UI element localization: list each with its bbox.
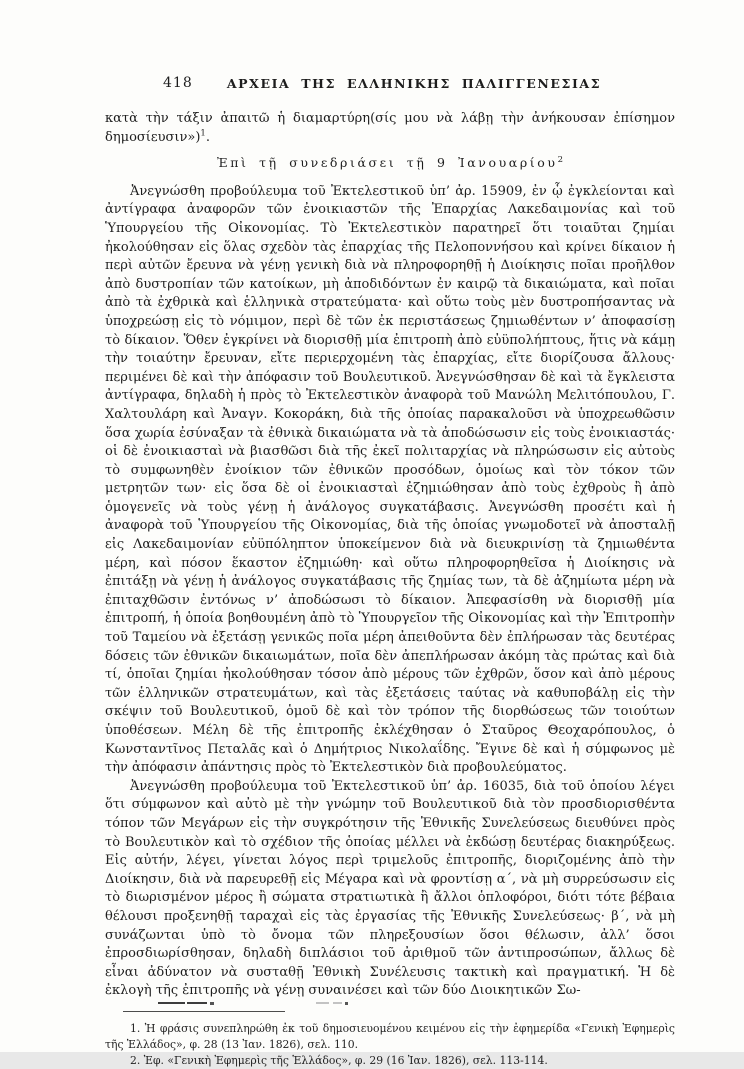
scan-artifact <box>210 1002 214 1005</box>
footnote-ref-1: 1 <box>200 128 206 139</box>
session-heading-text: Ἐπὶ τῇ συνεδριάσει τῇ 9 Ἰανουαρίου <box>216 155 558 171</box>
session-heading <box>105 154 675 173</box>
scan-artifact <box>187 1002 207 1004</box>
footnote-1 <box>105 1021 675 1053</box>
footnote-1-text: Ἡ φράσις συνεπληρώθη ἐκ τοῦ δημοσιευομένου κειμένου εἰς τὴν ἐφημερίδα «Γενικὴ Ἐφημερὶς τῆς Ἑλλάδος», φ. 28 (13 Ἰαν. 1826), σελ. 110. <box>105 1021 675 1051</box>
body-paragraph-2: Ἀνεγνώσθη προβούλευμα τοῦ Ἐκτελεστικοῦ ὑπ’ ἀρ. 16035, διὰ τοῦ ὁποίου λέγει ὅτι σύμφωνον καὶ αὐτὸ μὲ τὴν γνώμην τοῦ Βουλευτικοῦ διὰ τὸν προσδιορισθέντα τόπον τῶν Μεγάρων εἰς τὴν συγκρότησιν τῆς Ἐθνικῆς Συνελεύσεως διευθύνει πρὸς τὸ Βουλευτικὸν καὶ τὸ σχέδιον τῆς ὁποίας μέλλει νὰ ἐκδώσῃ δευτέρας διακηρύξεως. Εἰς αὐτήν, λέγει, γίνεται λόγος περὶ τριμελοῦς ἐπιτροπῆς, διοριζομένης ἀπὸ τὴν Διοίκησιν, διὰ νὰ παρευρεθῇ εἰς Μέγαρα καὶ νὰ φροντίσῃ α΄, νὰ μὴ συρρεύσωσιν εἰς τὸ διωρισμένον μέρος ἢ σώματα στρατιωτικὰ ἢ ἄλλοι ὁπλοφόροι, διότι τότε βέβαια θέλουσι προξενηθῇ ταραχαὶ εἰς τὰς ἐργασίας τῆς Ἐθνικῆς Συνελεύσεως· β΄, νὰ μὴ συνάζωνται ὑπὸ τὸ ὄνομα τῶν πληρεξουσίων ὅσοι θέλωσιν, ἀλλ’ ὅσοι ἐπροσδιωρίσθησαν, δηλαδὴ διπλάσιοι τοῦ ἀριθμοῦ τῶν ἀντιπροσώπων, ἄλλως δὲ εἶναι ἀδύνατον νὰ συσταθῇ Ἐθνικὴ Συνέλευσις τακτικὴ καὶ πραγματική. Ἡ δὲ ἐκλογὴ τῆς ἐπιτροπῆς νὰ γένῃ συναινέσει καὶ τῶν δύο Διοικητικῶν Σω- <box>105 778 675 999</box>
body-paragraph-1: Ἀνεγνώσθη προβούλευμα τοῦ Ἐκτελεστικοῦ ὑπ’ ἀρ. 15909, ἐν ᾧ ἐγκλείονται καὶ ἀντίγραφα ἀναφορῶν τῶν ἐνοικιαστῶν τῆς Ἐπαρχίας Λακεδαιμονίας καὶ τοῦ Ὑπουργείου τῆς Οἰκονομίας. Τὸ Ἐκτελεστικὸν παρατηρεῖ ὅτι τοιαῦται ζημίαι ἠκολούθησαν εἰς ὅλας σχεδὸν τὰς ἐπαρχίας τῆς Πελοποννήσου καὶ κρίνει δίκαιον ἡ περὶ αὐτῶν ἔρευνα νὰ γένῃ γενικὴ διὰ νὰ πληροφορηθῇ ἡ Διοίκησις ποῖαι προῆλθον ἀπὸ δυστροπίαν τῶν κατοίκων, μὴ ἀποδιδόντων ἐν καιρῷ τὰ δικαιώματα, καὶ ποῖαι ἀπὸ τὰ ἐχθρικὰ καὶ ἑλληνικὰ στρατεύματα· καὶ οὕτω τοὺς μὲν δυστροπήσαντας νὰ ὑποχρεώσῃ εἰς τὸ νόμιμον, περὶ δὲ τῶν ἐκ περιστάσεως ζημιωθέντων ν’ ἀποφασίσῃ τὸ δίκαιον. Ὅθεν ἐγκρίνει νὰ διορισθῇ μία ἐπιτροπὴ ἀπὸ εὐϋπολήπτους, ἥτις νὰ κάμῃ τὴν τοιαύτην ἔρευναν, εἴτε περιερχομένη τὰς ἐπαρχίας, εἴτε διορίζουσα ἄλλους· περιμένει δὲ καὶ τὴν ἀπόφασιν τοῦ Βουλευτικοῦ. Ἀνεγνώσθησαν δὲ καὶ τὰ ἔγκλειστα ἀντίγραφα, δηλαδὴ ἡ πρὸς τὸ Ἐκτελεστικὸν ἀναφορὰ τοῦ Μανώλη Μελιτόπουλου, Γ. Χαλτουλάρη καὶ Ἀναγν. Κοκοράκη, διὰ τῆς ὁποίας παρακαλοῦσι νὰ ὑποχρεωθῶσιν ὅσα χωρία ἐσύναξαν τὰ ἐθνικὰ δικαιώματα νὰ τὰ ἀποδώσωσιν εἰς τοὺς ἐνοικιαστάς· οἱ δὲ ἐνοικιασταὶ νὰ βιασθῶσι διὰ τῆς ἐκεῖ πολιταρχίας νὰ πληρώσωσιν εἰς αὐτοὺς τὸ συμφωνηθὲν ἐνοίκιον τῶν ἐθνικῶν προσόδων, ὁμοίως καὶ τὸν τόκον τῶν μετρητῶν των· εἰς ὅσα δὲ οἱ ἐνοικιασταὶ ἐζημιώθησαν ἀπὸ τοὺς ἐχθροὺς ἢ ἀπὸ ὁμογενεῖς νὰ τοὺς γένῃ ἡ ἀνάλογος συγκατάβασις. Ἀνεγνώσθη προσέτι καὶ ἡ ἀναφορὰ τοῦ Ὑπουργείου τῆς Οἰκονομίας, διὰ τῆς ὁποίας γνωμοδοτεῖ νὰ ἀποσταλῇ εἰς Λακεδαιμονίαν εὐϋπόληπτον ὑποκείμενον διὰ νὰ διευκρινίσῃ τὰ ζημιωθέντα μέρη, καὶ πόσον ἕκαστον ἐζημιώθη· καὶ οὕτω πληροφορηθεῖσα ἡ Διοίκησις νὰ ἐπιτάξῃ νὰ γένῃ ἡ ἀνάλογος συγκατάβασις τῆς ζημίας των, τὰ δὲ ἀζημίωτα μέρη νὰ ἐπιταχθῶσιν ἐντόνως ν’ ἀποδώσωσι τὸ δίκαιον. Ἀπεφασίσθη νὰ διορισθῇ μία ἐπιτροπή, ἡ ὁποία βοηθουμένη ἀπὸ τὸ Ὑπουργεῖον τῆς Οἰκονομίας καὶ τὴν Ἐπιτροπὴν τοῦ Ταμείου νὰ ἐξετάσῃ γενικῶς ποῖα μέρη ἀπειθοῦντα δὲν ἐπλήρωσαν τὰς δευτέρας δόσεις τῶν ἐθνικῶν δικαιωμάτων, ποῖα δὲν ἀπεπλήρωσαν ἀκόμη τὰς πρώτας καὶ διὰ τί, ὁποῖαι ζημίαι ἠκολούθησαν τόσον ἀπὸ μέρους τῶν ἐχθρῶν, ὅσον καὶ ἀπὸ μέρους τῶν ἑλληνικῶν στρατευμάτων, καὶ τὰς ἐξετάσεις ταύτας νὰ καθυποβάλῃ εἰς τὴν σκέψιν τοῦ Βουλευτικοῦ, ὁμοῦ δὲ καὶ τὸν τρόπον τῆς διορθώσεως τῶν τοιούτων ὑποθέσεων. Μέλη δὲ τῆς ἐπιτροπῆς ἐκλέχθησαν ὁ Σταῦρος Θεοχαρόπουλος, ὁ Κωνσταντῖνος Πεταλᾶς καὶ ὁ Δημήτριος Νικολαΐδης. Ἔγινε δὲ καὶ ἡ σύμφωνος μὲ τὴν ἀπόφασιν ἀπάντησις πρὸς τὸ Ἐκτελεστικὸν διὰ προβουλεύματος. <box>105 183 675 776</box>
scan-artifact <box>316 1002 329 1004</box>
scan-artifact <box>333 1002 342 1004</box>
footnote-2 <box>105 1053 675 1069</box>
scan-artifact <box>158 1002 185 1004</box>
running-header <box>105 74 675 94</box>
continuation-paragraph <box>105 110 675 147</box>
scan-artifact <box>345 1002 348 1005</box>
footnote-ref-2: 2 <box>557 155 564 166</box>
footnote-2-number: 2. <box>130 1053 141 1067</box>
running-title: ΑΡΧΕΙΑ ΤΗΣ ΕΛΛΗΝΙΚΗΣ ΠΑΛΙΓΓΕΝΕΣΙΑΣ <box>226 76 602 91</box>
continuation-text: κατὰ τὴν τάξιν ἀπαιτῶ ἡ διαμαρτύρη(σίς μου νὰ λάβῃ τὴν ἀνήκουσαν ἐπίσημον δημοσίευσιν») <box>105 111 675 145</box>
footnote-separator-rule <box>123 1011 285 1012</box>
footnote-2-text: Ἐφ. «Γενικὴ Ἐφημερὶς τῆς Ἑλλάδος», φ. 29 (16 Ἰαν. 1826), σελ. 113-114. <box>143 1053 548 1067</box>
page-body <box>105 110 675 1069</box>
footnote-1-number: 1. <box>130 1021 141 1035</box>
page-number: 418 <box>163 75 193 91</box>
text-block <box>105 74 675 1069</box>
continuation-period: . <box>205 129 210 145</box>
